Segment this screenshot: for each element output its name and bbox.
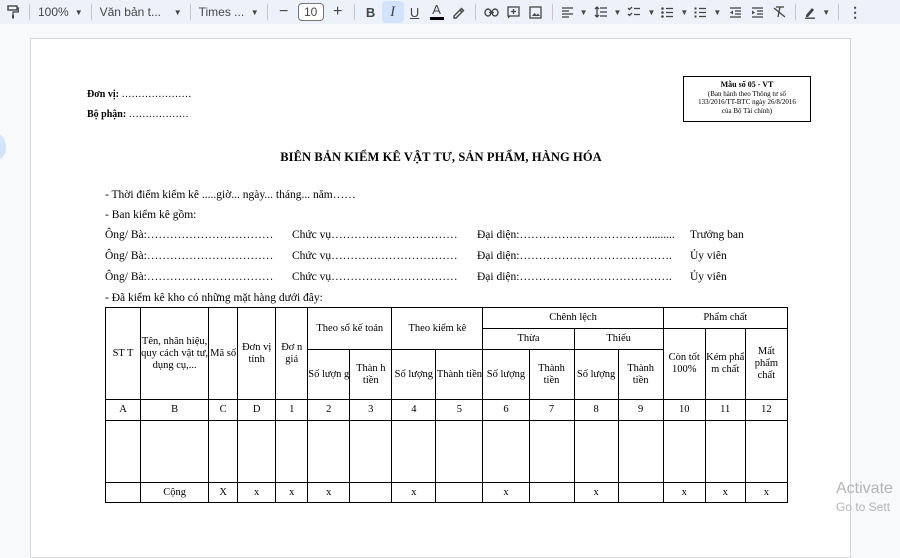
chevron-down-icon: ▼: [647, 7, 656, 17]
header-surplus-quantity: Số lượng: [483, 350, 529, 400]
header-quality: Phẩm chất: [663, 308, 787, 329]
committee-line: - Ban kiểm kê gồm:: [105, 209, 197, 221]
toolbar-divider: [552, 4, 553, 20]
table-cell[interactable]: [705, 421, 745, 483]
font-value: Times ...: [198, 5, 245, 19]
toolbar-divider: [354, 4, 355, 20]
increase-font-size-button[interactable]: +: [332, 3, 343, 20]
toolbar-divider: [838, 4, 839, 20]
header-surplus: Thừa: [483, 329, 574, 350]
total-label[interactable]: Cộng: [141, 483, 209, 503]
items-intro-line: - Đã kiểm kê kho có những mặt hàng dưới đây:: [105, 292, 323, 304]
toolbar-divider: [91, 4, 92, 20]
dept-line: [87, 105, 191, 125]
bulleted-list-icon: [661, 7, 674, 18]
table-cell[interactable]: [436, 421, 483, 483]
header-unit-price: Đơ n giá: [276, 308, 308, 400]
align-left-icon: [561, 7, 574, 18]
toolbar-divider: [795, 4, 796, 20]
header-surplus-amount: Thành tiền: [529, 350, 574, 400]
column-code: 9: [618, 400, 663, 421]
unit-line: [87, 85, 191, 105]
chevron-down-icon: ▼: [579, 7, 588, 17]
document-page[interactable]: [30, 38, 851, 558]
checklist-dropdown[interactable]: [624, 1, 658, 23]
increase-indent-icon[interactable]: [746, 1, 768, 23]
outline-toggle-tab[interactable]: [0, 134, 6, 160]
paint-format-icon[interactable]: [2, 1, 24, 23]
watermark-line-2: Go to Sett: [836, 500, 891, 514]
text-color-button[interactable]: [426, 1, 448, 23]
column-code: 5: [436, 400, 483, 421]
header-item-name: Tên, nhãn hiệu, quy cách vật tư, dụng cụ,...: [141, 308, 209, 400]
total-cell[interactable]: [350, 483, 392, 503]
header-stt: ST T: [106, 308, 141, 400]
table-cell[interactable]: [574, 421, 618, 483]
inventory-table: [105, 307, 788, 503]
dept-dots: ………………: [126, 109, 189, 120]
header-row-1: [106, 308, 788, 329]
total-cell[interactable]: x: [663, 483, 705, 503]
member-2-position: Chức vụ……………………………: [292, 250, 458, 262]
table-cell[interactable]: [276, 421, 308, 483]
font-size-input[interactable]: 10: [298, 3, 324, 21]
toolbar-divider: [475, 4, 476, 20]
total-cell[interactable]: [618, 483, 663, 503]
table-cell[interactable]: [106, 421, 141, 483]
column-code-row: [106, 400, 788, 421]
total-cell[interactable]: x: [745, 483, 787, 503]
toolbar-divider: [267, 4, 268, 20]
header-unit: Đơn vị tính: [238, 308, 276, 400]
activate-windows-watermark: [836, 480, 893, 514]
table-cell[interactable]: [663, 421, 705, 483]
total-cell[interactable]: X: [209, 483, 238, 503]
column-code: 6: [483, 400, 529, 421]
italic-button[interactable]: I: [382, 1, 404, 23]
highlight-pen-icon[interactable]: [448, 1, 470, 23]
form-note-line-3: của Bộ Tài chính): [721, 106, 773, 115]
chevron-down-icon: ▼: [822, 7, 831, 17]
table-cell[interactable]: [392, 421, 436, 483]
link-icon[interactable]: [481, 1, 503, 23]
chevron-down-icon: ▼: [613, 7, 622, 17]
style-value: Văn bản t...: [99, 5, 162, 19]
member-3-role: Ủy viên: [690, 271, 727, 283]
header-quality-good: Còn tốt 100%: [663, 329, 705, 400]
header-per-count: Theo kiểm kê: [392, 308, 483, 350]
text-color-letter: A: [432, 1, 441, 17]
header-difference: Chênh lệch: [483, 308, 663, 329]
align-dropdown[interactable]: [558, 1, 591, 23]
total-cell[interactable]: [436, 483, 483, 503]
total-cell[interactable]: x: [705, 483, 745, 503]
table-cell[interactable]: [141, 421, 209, 483]
table-cell[interactable]: [529, 421, 574, 483]
document-canvas: [0, 24, 900, 527]
column-code: 10: [663, 400, 705, 421]
column-code: A: [106, 400, 141, 421]
total-cell[interactable]: [529, 483, 574, 503]
bold-button[interactable]: B: [365, 4, 376, 20]
column-code: 3: [350, 400, 392, 421]
chevron-down-icon: ▼: [713, 7, 722, 17]
table-row: [106, 421, 788, 483]
add-comment-icon[interactable]: [503, 1, 525, 23]
line-spacing-dropdown[interactable]: [591, 1, 625, 23]
font-dropdown[interactable]: [196, 1, 262, 23]
pen-icon: [804, 6, 816, 19]
total-cell[interactable]: x: [308, 483, 350, 503]
column-code: B: [141, 400, 209, 421]
member-2-representative: Đại diện:………………………………….: [477, 250, 672, 262]
form-code: Mẫu số 05 - VT: [720, 80, 774, 89]
header-shortage-quantity: Số lượng: [574, 350, 618, 400]
header-code: Mã số: [209, 308, 238, 400]
style-dropdown[interactable]: [97, 1, 185, 23]
column-code: D: [238, 400, 276, 421]
header-shortage: Thiếu: [574, 329, 663, 350]
editing-mode-dropdown[interactable]: [801, 1, 833, 23]
table-cell[interactable]: [618, 421, 663, 483]
checklist-icon: [627, 6, 641, 18]
total-cell[interactable]: x: [574, 483, 618, 503]
underline-button[interactable]: U: [409, 4, 420, 20]
table-cell[interactable]: [308, 421, 350, 483]
decrease-font-size-button[interactable]: −: [278, 3, 289, 20]
inventory-time-line: - Thời điểm kiểm kê .....giờ... ngày... tháng... năm……: [105, 189, 356, 201]
column-code: C: [209, 400, 238, 421]
column-code: 2: [308, 400, 350, 421]
insert-image-icon[interactable]: [525, 1, 547, 23]
unit-block: [87, 85, 191, 125]
toolbar-divider: [29, 4, 30, 20]
table-cell[interactable]: [745, 421, 787, 483]
numbered-list-dropdown[interactable]: [691, 1, 724, 23]
header-per-books: Theo sổ kế toán: [308, 308, 392, 350]
watermark-line-1: Activate: [836, 480, 893, 497]
member-1-position: Chức vụ……………………………: [292, 229, 458, 241]
more-options-icon[interactable]: ⋮: [848, 3, 863, 20]
chevron-down-icon: ▼: [74, 7, 83, 17]
column-code: 12: [745, 400, 787, 421]
zoom-dropdown[interactable]: [35, 1, 86, 23]
header-quality-lost: Mất phẩm chất: [745, 329, 787, 400]
total-cell[interactable]: x: [392, 483, 436, 503]
form-note-line-1: (Ban hành theo Thông tư số: [707, 89, 787, 98]
total-row: [106, 483, 788, 503]
zoom-value: 100%: [38, 5, 69, 19]
member-3-position: Chức vụ……………………………: [292, 271, 458, 283]
table-cell[interactable]: [209, 421, 238, 483]
chevron-down-icon: ▼: [173, 7, 182, 17]
column-code: 11: [705, 400, 745, 421]
total-cell[interactable]: x: [276, 483, 308, 503]
column-code: 4: [392, 400, 436, 421]
unit-dots: …………………: [118, 89, 192, 100]
column-code: 8: [574, 400, 618, 421]
member-1-representative: Đại diện:……………………………..........: [477, 229, 675, 241]
total-cell[interactable]: x: [483, 483, 529, 503]
decrease-indent-icon[interactable]: [724, 1, 746, 23]
header-shortage-amount: Thành tiền: [618, 350, 663, 400]
line-spacing-icon: [594, 6, 608, 18]
member-1-name: Ông/ Bà:……………………………: [105, 229, 274, 241]
document-title: BIÊN BẢN KIỂM KÊ VẬT TƯ, SẢN PHẨM, HÀNG HÓA: [280, 150, 602, 164]
numbered-list-icon: [694, 7, 707, 18]
total-cell[interactable]: [106, 483, 141, 503]
header-book-quantity: Số lượn g: [308, 350, 350, 400]
header-book-amount: Thàn h tiền: [350, 350, 392, 400]
member-3-name: Ông/ Bà:……………………………: [105, 271, 274, 283]
form-note-line-2: 133/2016/TT-BTC ngày 26/8/2016: [698, 98, 796, 106]
form-code-box: [683, 76, 811, 122]
header-count-quantity: Số lượng: [392, 350, 436, 400]
table-cell[interactable]: [238, 421, 276, 483]
toolbar-divider: [190, 4, 191, 20]
table-cell[interactable]: [483, 421, 529, 483]
header-quality-poor: Kém phẩ m chất: [705, 329, 745, 400]
formatting-toolbar: [0, 0, 900, 24]
chevron-down-icon: ▼: [250, 7, 259, 17]
unit-label: Đơn vị:: [87, 89, 119, 100]
member-1-role: Trưởng ban: [690, 229, 744, 241]
total-cell[interactable]: x: [238, 483, 276, 503]
member-3-representative: Đại diện:………………………………….: [477, 271, 672, 283]
clear-formatting-icon[interactable]: [768, 1, 790, 23]
header-count-amount: Thành tiền: [436, 350, 483, 400]
bulleted-list-dropdown[interactable]: [658, 1, 691, 23]
column-code: 7: [529, 400, 574, 421]
dept-label: Bộ phận:: [87, 109, 127, 120]
text-color-swatch: [430, 17, 444, 20]
member-2-role: Ủy viên: [690, 250, 727, 262]
column-code: 1: [276, 400, 308, 421]
chevron-down-icon: ▼: [680, 7, 689, 17]
member-2-name: Ông/ Bà:……………………………: [105, 250, 274, 262]
table-cell[interactable]: [350, 421, 392, 483]
